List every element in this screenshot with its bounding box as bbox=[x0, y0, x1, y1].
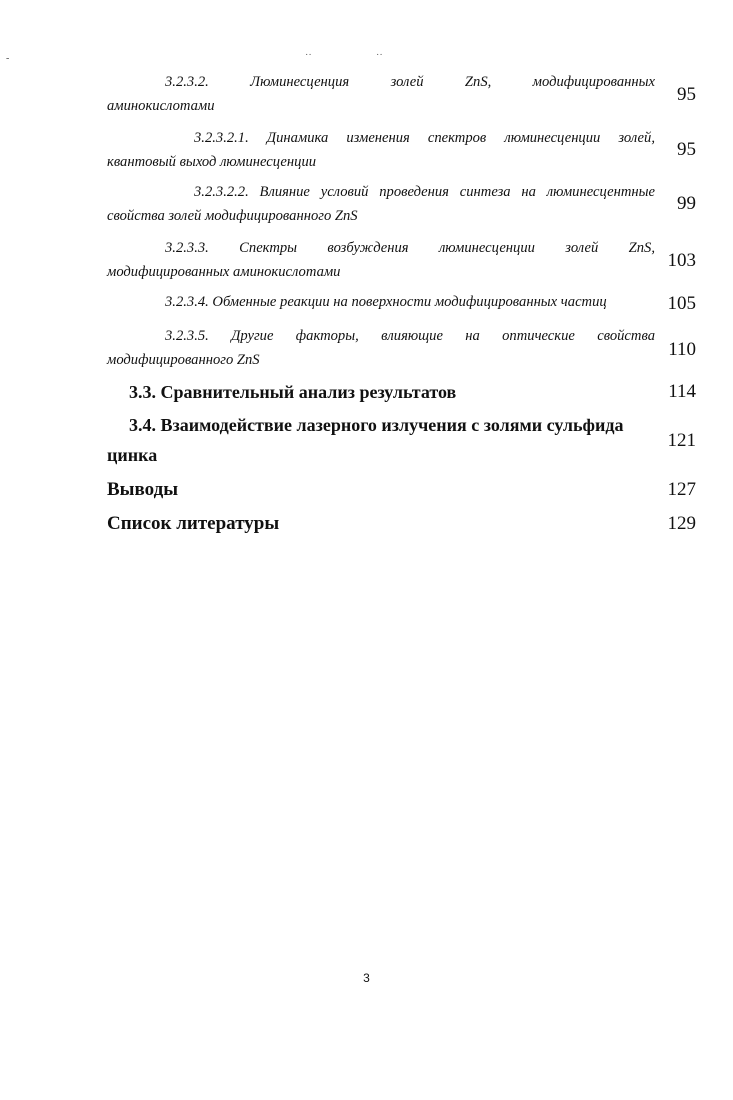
toc-entry-3-2-3-2 bbox=[107, 70, 655, 118]
toc-conclusions: Выводы bbox=[107, 479, 179, 500]
scan-artifact: ˙˙ bbox=[305, 53, 312, 64]
toc-entry-title: 3.2.3.3. Спектры возбуждения люминесценции золей ZnS, bbox=[165, 240, 655, 256]
toc-page-number: 99 bbox=[677, 193, 696, 214]
toc-references: Список литературы bbox=[107, 513, 280, 534]
toc-entry-title: 3.2.3.5. Другие факторы, влияющие на оптические свойства bbox=[165, 328, 655, 344]
toc-page-number: 127 bbox=[667, 479, 696, 500]
toc-section-title: 3.4. Взаимодействие лазерного излучения с золями сульфида bbox=[129, 415, 624, 435]
toc-entry-title-continuation: свойства золей модифицированного ZnS bbox=[107, 208, 358, 224]
toc-entry-title-continuation: модифицированных аминокислотами bbox=[107, 264, 341, 280]
toc-section-title-continuation: цинка bbox=[107, 445, 158, 465]
scan-artifact: - bbox=[6, 53, 10, 64]
toc-entry-title-continuation: квантовый выход люминесценции bbox=[107, 154, 317, 170]
footer-page-number: 3 bbox=[363, 971, 370, 985]
toc-entry-3-2-3-5 bbox=[107, 324, 655, 372]
toc-entry-3-2-3-2-2 bbox=[107, 180, 655, 228]
toc-entry-title-continuation: модифицированного ZnS bbox=[107, 352, 260, 368]
toc-entry-title: 3.2.3.2.2. Влияние условий проведения синтеза на люминесцентные bbox=[194, 184, 655, 200]
toc-section-3-3: 3.3. Сравнительный анализ результатов bbox=[129, 382, 457, 402]
toc-page-number: 110 bbox=[668, 339, 696, 360]
toc-entry-title-continuation: аминокислотами bbox=[107, 98, 215, 114]
toc-entry-3-2-3-4 bbox=[107, 290, 655, 314]
toc-page-number: 114 bbox=[668, 381, 696, 402]
toc-entry-3-2-3-2-1 bbox=[107, 126, 655, 174]
toc-entry-title: 3.2.3.2. Люминесценция золей ZnS, модифицированных bbox=[165, 74, 655, 90]
toc-page-number: 129 bbox=[667, 513, 696, 534]
toc-section-3-4 bbox=[107, 410, 655, 470]
toc-page-number: 95 bbox=[677, 139, 696, 160]
toc-page-number: 95 bbox=[677, 84, 696, 105]
toc-page-number: 105 bbox=[667, 293, 696, 314]
toc-entry-title: 3.2.3.2.1. Динамика изменения спектров люминесценции золей, bbox=[194, 130, 655, 146]
toc-entry-title: 3.2.3.4. Обменные реакции на поверхности модифицированных частиц bbox=[165, 294, 607, 310]
toc-page-number: 121 bbox=[667, 430, 696, 451]
toc-page-number: 103 bbox=[667, 250, 696, 271]
toc-entry-3-2-3-3 bbox=[107, 236, 655, 284]
scan-artifact: ˙˙ bbox=[376, 53, 383, 64]
